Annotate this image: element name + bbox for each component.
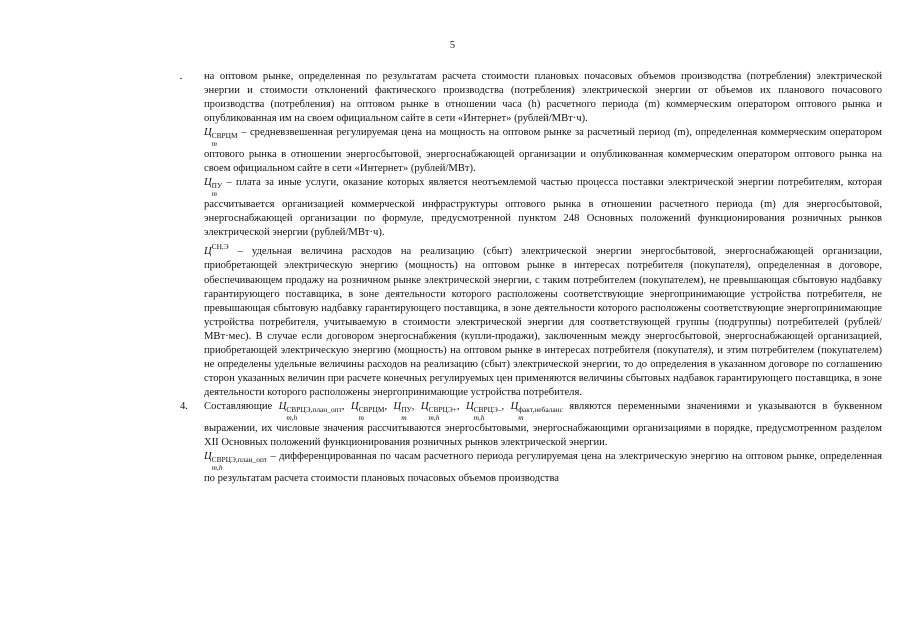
definition-svrcm (204, 126, 882, 176)
item-4-text: являются переменными значениями и указываются в буквенном выражении, их числовые значения рассчитываются энергосбытовыми, энергоснабжающими организациями в порядке, предусмотренном разделом XII Основных положений функционирования розничных рынков электрической энергии. (204, 400, 883, 448)
paragraph-continuation: на оптовом рынке, определенная по результатам расчета стоимости плановых почасовых объемов производства (потребления) электрической энергии и стоимости отклонений фактического производства (потребления) электрической энергии от объемов их планового почасового производства (потребления) на оптовом рынке в отношении часа (h) расчетного периода (m) коммерческим оператором оптового рынка и опубликованная им на своем официальном сайте в сети «Интернет» (рублей/МВт·ч). (204, 71, 882, 125)
symbol-pu: Ц ПУ m (204, 177, 223, 199)
symbol-3: Ц ПУ m (393, 400, 412, 422)
definition-pu (204, 176, 882, 240)
list-item-number: 4. (180, 400, 188, 412)
list-item-4: 4. Составляющие Ц СВРЦЭ,план_опт m,h , Ц СВРЦМ m , Ц ПУ m , Ц СВРЦЭ+ m,h , Ц СВРЦЭ– m,h , Ц факт,небаланс m являются переменными значениями и указываются в буквенном выражении, их числовые значения рассчитываются энергосбытовыми, энергоснабжающими организациями в порядке, предусмотренном разделом XII Основных положений функционирования розничных рынков электрической энергии. (180, 400, 883, 448)
symbol-svrcm: Ц СВРЦМ m (204, 127, 238, 149)
symbol-2: Ц СВРЦМ m (350, 400, 385, 422)
definition-text: – плата за иные услуги, оказание которых является неотъемлемой частью процесса поставки электрической энергии потребителям, которая рассчитывается организацией коммерческой инфраструктуры оптового рынка в отношении расчетного периода (m) для энергосбытовой, энергоснабжающей организации по формуле, предусмотренной пунктом 248 Основных положений функционирования розничных рынков электрической энергии (рублей/МВт·ч). (204, 177, 882, 239)
symbol-6: Ц факт,небаланс m (510, 400, 563, 422)
definition-text: – средневзвешенная регулируемая цена на мощность на оптовом рынке за расчетный период (m), определенная коммерческим оператором оптового рынка в отношении энергосбытовой, энергоснабжающей организации и опубликованная коммерческим оператором оптового рынка на своем официальном сайте в сети «Интернет» (рублей/МВт). (204, 127, 882, 175)
symbol-1: Ц СВРЦЭ,план_опт m,h (278, 400, 342, 422)
definition-svrce-plan (204, 450, 882, 486)
symbol-5: Ц СВРЦЭ– m,h (465, 400, 502, 422)
symbol-sn: $Ц^{СН,Э}$ (204, 242, 229, 258)
margin-mark (180, 78, 182, 79)
symbol-svrce-plan: Ц СВРЦЭ,план_опт m,h (204, 451, 268, 473)
definition-sn (204, 240, 882, 400)
document-body (180, 70, 883, 486)
definition-text: – дифференцированная по часам расчетного периода регулируемая цена на электрическую энергию на оптовом рынке, определенная по результатам расчета стоимости плановых почасовых объемов производства (204, 451, 882, 485)
definition-text: – удельная величина расходов на реализацию (сбыт) электрической энергии энергосбытовой, энергоснабжающей организации, приобретающей электрическую энергию (мощность) на оптовом рынке в интересах потребителя (покупателя), определенная в договоре, обеспечивающем продажу на розничном рынке электрической энергии, с таким потребителем (покупателем), не превышающая сбытовую надбавку гарантирующего поставщика, в зоне деятельности которого расположены соответствующие энергопринимающие устройства потребителя, не превышающая сбытовую надбавку гарантирующего поставщика, в зоне деятельности которого расположены соответствующие энергопринимающие устройства потребителя, учитываемую в стоимости электрической энергии для соответствующей группы (подгруппы) потребителей (рублей/МВт·мес). В случае если договором энергоснабжения (купли-продажи), заключенным между энергосбытовой, энергоснабжающей организацией, приобретающей электрическую энергию (мощность) на оптовом рынке в интересах потребителя (покупателя), и этим потребителем (покупателем) не определены удельные величины расходов на реализацию (сбыт) электрической энергии, то до определения в указанном договоре по соглашению сторон указанных величин при расчете конечных регулируемых цен применяются величины сбытовых надбавок гарантирующего поставщика, в зоне деятельности которого расположены энергопринимающие устройства потребителя. (204, 246, 882, 398)
symbol-4: Ц СВРЦЭ+ m,h (420, 400, 457, 422)
page-number: 5 (449, 40, 456, 51)
